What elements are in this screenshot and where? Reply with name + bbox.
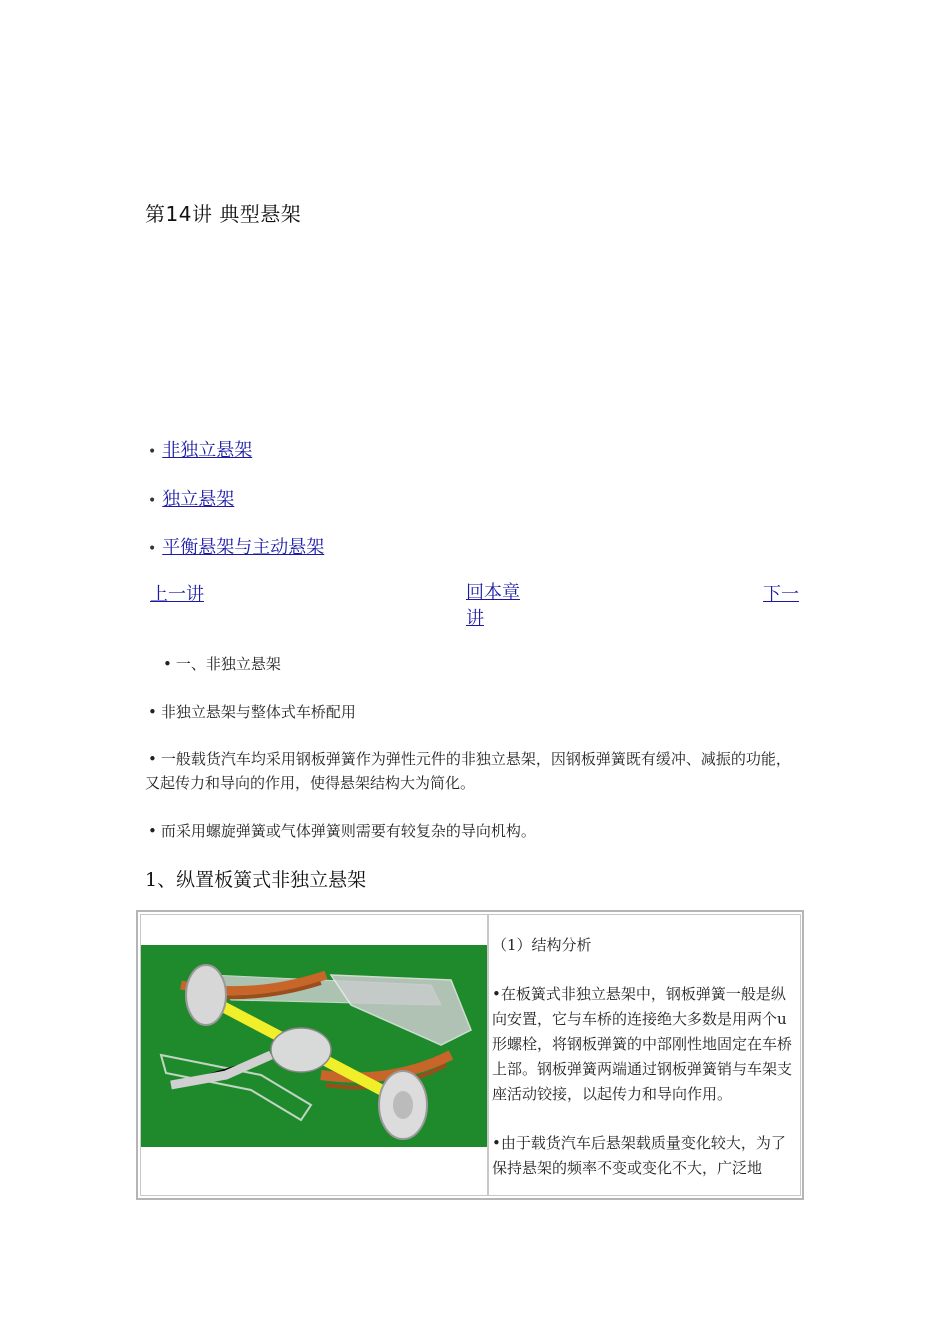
toc-link-independent[interactable]: 独立悬架 — [162, 489, 235, 510]
next-lecture-link[interactable]: 下一 — [763, 584, 799, 605]
paragraph-3: • 而采用螺旋弹簧或气体弹簧则需要有较复杂的导向机构。 — [148, 822, 536, 840]
bullet-icon: • — [148, 541, 157, 557]
back-chapter-link[interactable]: 回本章 — [466, 582, 520, 603]
subheading: 1、纵置板簧式非独立悬架 — [145, 869, 367, 891]
bullet-icon: • — [148, 822, 157, 840]
bullet-icon: • — [492, 1134, 501, 1152]
nav-prev — [150, 580, 204, 606]
table-caption: （1）结构分析 — [492, 936, 592, 954]
page-title: 第14讲 典型悬架 — [145, 202, 302, 226]
table-para-1: •在板簧式非独立悬架中，钢板弹簧一般是纵向安置，它与车桥的连接绝大多数是用两个u形螺栓，将钢板弹簧的中部刚性地固定在车桥上部。钢板弹簧两端通过钢板弹簧销与车架支座活动铰接，以起传力和导向作用。 — [492, 985, 793, 1103]
bullet-icon: • — [163, 655, 172, 673]
paragraph-2-cont: 又起传力和导向的作用，使得悬架结构大为简化。 — [145, 774, 476, 792]
bullet-icon: • — [492, 985, 501, 1003]
bullet-icon: • — [148, 493, 157, 509]
bullet-icon: • — [148, 444, 157, 460]
nav-back — [466, 580, 520, 632]
table-para-2: •由于载货汽车后悬架载质量变化较大，为了保持悬架的频率不变或变化不大，广泛地 — [492, 1134, 786, 1177]
toc-link-non-independent[interactable]: 非独立悬架 — [162, 440, 253, 461]
paragraph-2: • 一般载货汽车均采用钢板弹簧作为弹性元件的非独立悬架，因钢板弹簧既有缓冲、减振的功能， — [148, 750, 791, 768]
nav-next — [763, 580, 799, 606]
section-heading: • 一、非独立悬架 — [163, 655, 281, 673]
toc-item-balanced-active — [148, 533, 324, 559]
suspension-diagram — [141, 945, 487, 1147]
bullet-icon: • — [148, 750, 157, 768]
text-cell — [488, 914, 801, 1196]
prev-lecture-link[interactable]: 上一讲 — [150, 584, 204, 605]
toc-link-balanced-active[interactable]: 平衡悬架与主动悬架 — [162, 537, 325, 558]
toc-item-non-independent — [148, 436, 252, 462]
toc-item-independent — [148, 485, 234, 511]
content-table — [136, 910, 804, 1200]
back-chapter-link-cont[interactable]: 讲 — [466, 608, 484, 629]
bullet-icon: • — [148, 703, 157, 721]
paragraph-1: • 非独立悬架与整体式车桥配用 — [148, 703, 356, 721]
image-cell — [140, 914, 488, 1196]
